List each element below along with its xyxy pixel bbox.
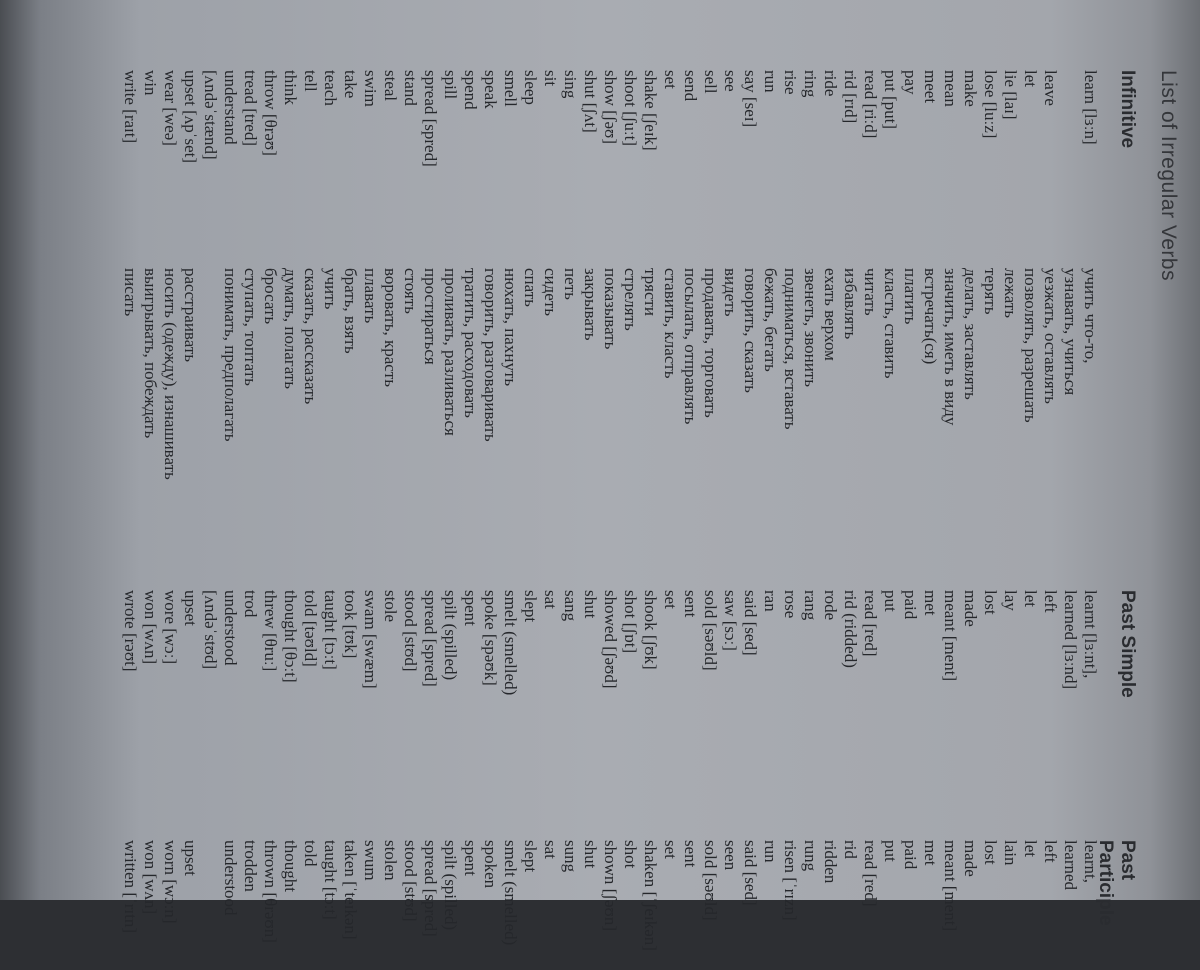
cell-infinitive: write [raɪt] xyxy=(121,70,140,144)
cell-translation: стоять xyxy=(401,268,420,314)
cell-past-simple: made xyxy=(961,590,980,627)
cell-infinitive: spend xyxy=(461,70,480,110)
cell-past-participle: lain xyxy=(1001,840,1020,866)
cell-past-simple: wore [wɔː] xyxy=(161,590,180,665)
cell-translation: понимать, предполагать xyxy=(221,268,240,442)
table-row xyxy=(720,70,740,970)
header-past-participle: Past Participle xyxy=(1095,840,1138,926)
cell-past-simple: rid (ridded) xyxy=(841,590,860,668)
cell-translation: узнавать, учиться xyxy=(1061,268,1080,396)
cell-infinitive: understand xyxy=(221,70,240,145)
cell-past-simple: left xyxy=(1041,590,1060,613)
cell-past-participle: won [wʌn] xyxy=(141,840,160,915)
cell-infinitive: show [ʃəʊ] xyxy=(601,70,620,145)
cell-past-participle: let xyxy=(1021,840,1040,857)
cell-past-participle: taught [tɔːt] xyxy=(321,840,340,920)
cell-infinitive: read [riːd] xyxy=(861,70,880,139)
page-content xyxy=(0,70,1180,951)
cell-past-participle: learnt, xyxy=(1081,840,1100,883)
cell-past-simple: told [təʊld] xyxy=(301,590,320,667)
cell-translation: посылать, отправлять xyxy=(681,268,700,425)
cell-translation: класть, ставить xyxy=(881,268,900,379)
table-row xyxy=(280,70,300,970)
cell-past-simple: shut xyxy=(581,590,600,619)
cell-infinitive: stand xyxy=(401,70,420,106)
cell-past-participle: put xyxy=(881,840,900,862)
table-row xyxy=(200,70,220,970)
cell-infinitive: mean xyxy=(941,70,960,107)
cell-past-simple: threw [θruː] xyxy=(261,590,280,672)
cell-past-participle: spoken xyxy=(481,840,500,889)
cell-infinitive: [ʌndəˈstænd] xyxy=(201,70,220,160)
cell-infinitive: teach xyxy=(321,70,340,106)
table-row xyxy=(160,70,180,970)
cell-past-participle: ridden xyxy=(821,840,840,884)
cell-past-simple: spilt (spilled) xyxy=(441,590,460,681)
cell-infinitive: send xyxy=(681,70,700,102)
cell-translation: видеть xyxy=(721,268,740,317)
cell-past-simple: upset xyxy=(181,590,200,626)
cell-infinitive: upset [ʌpˈset] xyxy=(181,70,200,164)
cell-past-simple: understood xyxy=(221,590,240,666)
cell-past-participle: run xyxy=(761,840,780,863)
table-row xyxy=(900,70,920,970)
cell-past-simple: set xyxy=(661,590,680,609)
table-row xyxy=(380,70,400,970)
cell-infinitive: spread [spred] xyxy=(421,70,440,167)
cell-past-simple: ran xyxy=(761,590,780,612)
cell-translation: носить (одежду), изнашивать xyxy=(161,268,180,480)
table-row xyxy=(960,70,980,970)
cell-infinitive: see xyxy=(721,70,740,92)
cell-translation: спать xyxy=(521,268,540,307)
cell-translation: проливать, разливаться xyxy=(441,268,460,436)
table-row xyxy=(300,70,320,970)
cell-translation: закрывать xyxy=(581,268,600,341)
table-row xyxy=(260,70,280,970)
cell-past-participle: told xyxy=(301,840,320,867)
cell-translation: сидеть xyxy=(541,268,560,317)
cell-past-simple: rose xyxy=(781,590,800,619)
cell-past-simple: sent xyxy=(681,590,700,618)
cell-past-simple: wrote [rəʊt] xyxy=(121,590,140,672)
table-row xyxy=(340,70,360,970)
cell-past-participle: spent xyxy=(461,840,480,876)
cell-translation: подниматься, вставать xyxy=(781,268,800,430)
cell-infinitive: pay xyxy=(901,70,920,95)
table-row xyxy=(740,70,760,970)
cell-infinitive: speak xyxy=(481,70,500,109)
cell-translation: терять xyxy=(981,268,1000,315)
cell-translation: сказать, рассказать xyxy=(301,268,320,405)
cell-infinitive: tell xyxy=(301,70,320,92)
cell-translation: учить что-то, xyxy=(1081,268,1100,364)
cell-past-simple: showed [ʃəʊd] xyxy=(601,590,620,689)
cell-infinitive: leave xyxy=(1041,70,1060,106)
cell-past-participle: thought xyxy=(281,840,300,892)
cell-past-participle: paid xyxy=(901,840,920,870)
cell-past-simple: trod xyxy=(241,590,260,618)
table-row xyxy=(1040,70,1060,970)
cell-translation: воровать, красть xyxy=(381,268,400,388)
cell-past-simple: let xyxy=(1021,590,1040,607)
cell-past-participle: stood [stʊd] xyxy=(401,840,420,922)
cell-past-simple: swam [swæm] xyxy=(361,590,380,689)
cell-past-participle: understood xyxy=(221,840,240,916)
cell-infinitive: swim xyxy=(361,70,380,107)
cell-past-participle: risen [ˈrɪzn] xyxy=(781,840,800,921)
cell-past-simple: learned [lɜːnd] xyxy=(1061,590,1080,690)
table-row xyxy=(640,70,660,970)
cell-infinitive: meet xyxy=(921,70,940,104)
cell-past-participle: stolen xyxy=(381,840,400,881)
table-row xyxy=(920,70,940,970)
cell-infinitive: put [put] xyxy=(881,70,900,130)
cell-past-simple: spent xyxy=(461,590,480,626)
cell-infinitive: wear [weə] xyxy=(161,70,180,146)
cell-translation: бросать xyxy=(261,268,280,325)
table-row xyxy=(1020,70,1040,970)
cell-past-participle: lost xyxy=(981,840,1000,865)
cell-infinitive: let xyxy=(1021,70,1040,87)
cell-translation: лежать xyxy=(1001,268,1020,319)
cell-translation: брать, взять xyxy=(341,268,360,354)
cell-infinitive: sit xyxy=(541,70,560,87)
cell-infinitive: throw [θrəʊ] xyxy=(261,70,280,156)
table-row xyxy=(840,70,860,970)
cell-infinitive: sing xyxy=(561,70,580,99)
cell-past-simple: put xyxy=(881,590,900,612)
table-row xyxy=(780,70,800,970)
cell-translation: простираться xyxy=(421,268,440,365)
table-row xyxy=(540,70,560,970)
cell-translation: значить, иметь в виду xyxy=(941,268,960,426)
cell-past-participle: set xyxy=(661,840,680,859)
page-title: List of Irregular Verbs xyxy=(1157,70,1180,282)
table-row xyxy=(800,70,820,970)
cell-infinitive: rise xyxy=(781,70,800,95)
cell-infinitive: learn [lɜːn] xyxy=(1081,70,1100,145)
cell-past-participle: rung xyxy=(801,840,820,872)
cell-past-simple: said [sed] xyxy=(741,590,760,656)
table-row xyxy=(600,70,620,970)
table-row xyxy=(220,70,240,970)
cell-past-simple: sold [səʊld] xyxy=(701,590,720,671)
cell-past-participle: rid xyxy=(841,840,860,859)
cell-past-simple: took [tʊk] xyxy=(341,590,360,659)
cell-infinitive: smell xyxy=(501,70,520,107)
cell-past-participle: swum xyxy=(361,840,380,881)
cell-past-simple: paid xyxy=(901,590,920,620)
cell-translation: выигрывать, побеждать xyxy=(141,268,160,439)
table-row xyxy=(440,70,460,970)
cell-infinitive: set xyxy=(661,70,680,89)
cell-translation: показывать xyxy=(601,268,620,350)
header-infinitive: Infinitive xyxy=(1117,70,1138,149)
cell-past-simple: meant [ment] xyxy=(941,590,960,682)
cell-infinitive: ring xyxy=(801,70,820,98)
cell-translation: позволять, разрешать xyxy=(1021,268,1040,423)
table-row xyxy=(140,70,160,970)
cell-past-participle: made xyxy=(961,840,980,877)
cell-past-participle: upset xyxy=(181,840,200,876)
cell-past-simple: stole xyxy=(381,590,400,623)
cell-translation: встречать(ся) xyxy=(921,268,940,365)
cell-translation: тратить, расходовать xyxy=(461,268,480,418)
table-row xyxy=(700,70,720,970)
cell-past-participle: shown [ʃəʊn] xyxy=(601,840,620,932)
cell-past-participle: worn [wɔːn] xyxy=(161,840,180,924)
cell-past-participle: taken [ˈteɪkən] xyxy=(341,840,360,940)
table-row xyxy=(520,70,540,970)
table-row xyxy=(560,70,580,970)
cell-past-simple: lost xyxy=(981,590,1000,615)
cell-past-simple: smelt (smelled) xyxy=(501,590,520,696)
cell-translation: петь xyxy=(561,268,580,300)
cell-past-simple: taught [tɔːt] xyxy=(321,590,340,670)
cell-past-participle: shut xyxy=(581,840,600,869)
cell-past-simple: thought [θɔːt] xyxy=(281,590,300,683)
cell-past-participle: read [red] xyxy=(861,840,880,907)
cell-past-simple: read [red] xyxy=(861,590,880,657)
cell-past-participle: shaken [ˈʃeɪkən] xyxy=(641,840,660,951)
cell-translation: ехать верхом xyxy=(821,268,840,361)
cell-past-simple: met xyxy=(921,590,940,616)
table-row xyxy=(580,70,600,970)
cell-translation: плавать xyxy=(361,268,380,324)
table-row xyxy=(680,70,700,970)
cell-past-simple: won [wʌn] xyxy=(141,590,160,665)
table-row xyxy=(1000,70,1020,970)
table-row xyxy=(360,70,380,970)
cell-past-simple: sat xyxy=(541,590,560,609)
cell-past-simple: rang xyxy=(801,590,820,621)
cell-infinitive: tread [tred] xyxy=(241,70,260,146)
verb-table xyxy=(120,70,1100,970)
cell-translation: думать, полагать xyxy=(281,268,300,390)
cell-infinitive: rid [rɪd] xyxy=(841,70,860,124)
cell-past-simple: shot [ʃɒt] xyxy=(621,590,640,654)
table-row xyxy=(240,70,260,970)
cell-past-simple: [ʌndəˈstʊd] xyxy=(201,590,220,670)
cell-past-participle: sat xyxy=(541,840,560,859)
cell-translation: учить xyxy=(321,268,340,310)
cell-past-participle: sold [səʊld] xyxy=(701,840,720,921)
table-row xyxy=(760,70,780,970)
cell-past-simple: slept xyxy=(521,590,540,623)
cell-past-simple: spread [spred] xyxy=(421,590,440,687)
table-row xyxy=(880,70,900,970)
cell-past-participle: sung xyxy=(561,840,580,873)
table-row xyxy=(820,70,840,970)
cell-infinitive: shake [ʃeɪk] xyxy=(641,70,660,151)
cell-infinitive: lose [luːz] xyxy=(981,70,1000,139)
cell-past-simple: spoke [spəʊk] xyxy=(481,590,500,686)
cell-past-participle: met xyxy=(921,840,940,866)
cell-translation: делать, заставлять xyxy=(961,268,980,400)
cell-infinitive: lie [laɪ] xyxy=(1001,70,1020,120)
cell-infinitive: shoot [ʃuːt] xyxy=(621,70,640,147)
cell-translation: ставить, класть xyxy=(661,268,680,379)
cell-translation: избавлять xyxy=(841,268,860,340)
header-past-simple: Past Simple xyxy=(1117,590,1138,698)
cell-translation: писать xyxy=(121,268,140,317)
cell-infinitive: think xyxy=(281,70,300,105)
cell-past-participle: learned xyxy=(1061,840,1080,891)
cell-infinitive: sell xyxy=(701,70,720,94)
cell-past-participle: said [sed] xyxy=(741,840,760,906)
cell-past-participle: spread [spred] xyxy=(421,840,440,937)
cell-past-participle: slept xyxy=(521,840,540,873)
table-row xyxy=(1060,70,1080,970)
cell-infinitive: take xyxy=(341,70,360,99)
table-row xyxy=(940,70,960,970)
cell-translation: говорить, разговаривать xyxy=(481,268,500,442)
table-row xyxy=(860,70,880,970)
cell-past-simple: rode xyxy=(821,590,840,621)
cell-translation: продавать, торговать xyxy=(701,268,720,418)
cell-past-simple: lay xyxy=(1001,590,1020,611)
cell-translation: бежать, бегать xyxy=(761,268,780,372)
cell-past-simple: saw [sɔː] xyxy=(721,590,740,651)
table-row xyxy=(660,70,680,970)
table-row xyxy=(620,70,640,970)
cell-translation: расстраивать xyxy=(181,268,200,363)
cell-translation: стрелять xyxy=(621,268,640,331)
cell-past-participle: sent xyxy=(681,840,700,868)
cell-translation: нюхать, пахнуть xyxy=(501,268,520,387)
cell-infinitive: spill xyxy=(441,70,460,100)
cell-infinitive: sleep xyxy=(521,70,540,105)
cell-past-simple: shook [ʃʊk] xyxy=(641,590,660,670)
cell-past-simple: learnt [lɜːnt], xyxy=(1081,590,1100,679)
cell-infinitive: steal xyxy=(381,70,400,102)
cell-translation: ступать, топтать xyxy=(241,268,260,386)
table-row xyxy=(320,70,340,970)
table-row xyxy=(1080,70,1100,970)
cell-translation: звенеть, звонить xyxy=(801,268,820,388)
cell-infinitive: win xyxy=(141,70,160,96)
cell-infinitive: make xyxy=(961,70,980,107)
table-row xyxy=(980,70,1000,970)
cell-past-participle: thrown [θrəʊn] xyxy=(261,840,280,943)
cell-infinitive: say [seɪ] xyxy=(741,70,760,128)
cell-past-participle: trodden xyxy=(241,840,260,892)
cell-translation: трясти xyxy=(641,268,660,317)
table-row xyxy=(460,70,480,970)
cell-past-participle: smelt (smelled) xyxy=(501,840,520,946)
cell-translation: уезжать, оставлять xyxy=(1041,268,1060,404)
table-row xyxy=(120,70,140,970)
cell-infinitive: shut [ʃʌt] xyxy=(581,70,600,133)
cell-past-participle: shot xyxy=(621,840,640,869)
cell-past-participle: spilt (spilled) xyxy=(441,840,460,931)
cell-past-simple: sang xyxy=(561,590,580,622)
cell-past-participle: written [ˈrɪtn] xyxy=(121,840,140,933)
cell-translation: читать xyxy=(861,268,880,316)
cell-past-participle: left xyxy=(1041,840,1060,863)
cell-infinitive: ride xyxy=(821,70,840,97)
cell-translation: платить xyxy=(901,268,920,325)
cell-past-participle: meant [ment] xyxy=(941,840,960,932)
table-row xyxy=(500,70,520,970)
cell-infinitive: run xyxy=(761,70,780,93)
cell-past-simple: stood [stʊd] xyxy=(401,590,420,672)
table-row xyxy=(180,70,200,970)
table-row xyxy=(420,70,440,970)
table-row xyxy=(480,70,500,970)
cell-past-participle: seen xyxy=(721,840,740,871)
cell-translation: говорить, сказать xyxy=(741,268,760,393)
table-row xyxy=(400,70,420,970)
